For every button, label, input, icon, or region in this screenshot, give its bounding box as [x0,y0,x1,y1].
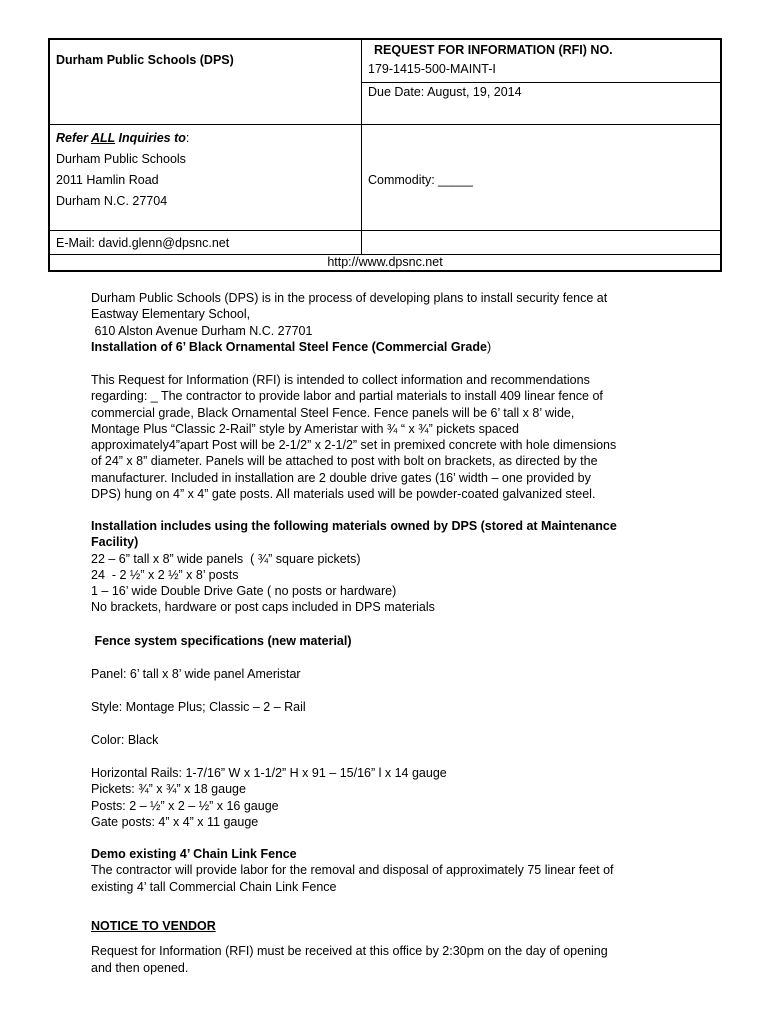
spec-line: Pickets: ¾” x ¾” x 18 gauge [91,782,246,797]
owned-materials-section [91,518,691,616]
notice-section [91,918,691,976]
spec-style [91,699,691,715]
row-divider [50,230,720,231]
demo-section [91,846,691,895]
column-divider [361,40,362,255]
owned-materials-heading: Facility) [91,535,139,550]
refer-all: ALL [90,131,116,145]
demo-heading: Demo existing 4’ Chain Link Fence [91,847,297,861]
spec-style-text: Style: Montage Plus; Classic – 2 – Rail [91,700,306,714]
demo-line: The contractor will provide labor for the removal and disposal of approximately 75 linear feet of [91,863,614,878]
header-table [48,38,722,272]
project-title-bold: Installation of 6’ Black Ornamental Steel Fence (Commercial Grade [91,339,487,354]
rfi-number: 179-1415-500-MAINT-I [368,62,496,76]
list-item: 24 - 2 ½” x 2 ½” x 8’ posts [91,567,239,582]
specs-heading-text: Fence system specifications (new material) [91,634,352,648]
spec-color [91,732,691,748]
address-line3: Durham N.C. 27704 [56,194,168,208]
list-item: 1 – 16’ wide Double Drive Gate ( no posts or hardware) [91,584,397,599]
notice-line: Request for Information (RFI) must be received at this office by 2:30pm on the day of opening [91,944,608,959]
demo-line: existing 4’ tall Commercial Chain Link Fence [91,879,337,894]
project-title-end: ) [486,339,492,354]
paragraph-line: approximately4”apart Post will be 2-1/2” x 2-1/2” set in premixed concrete with hole dimensions [91,438,617,453]
address-line1: Durham Public Schools [56,152,186,166]
paragraph-line: DPS) hung on 4” x 4” gate posts. All materials used will be powder-coated galvanized steel. [91,487,596,502]
paragraph-line: This Request for Information (RFI) is intended to collect information and recommendations [91,373,590,387]
refer-suffix: Inquiries to [115,131,186,145]
notice-line: and then opened. [91,960,189,975]
notice-heading: NOTICE TO VENDOR [91,919,216,933]
commodity: Commodity: _____ [368,173,473,187]
spec-panel [91,666,691,682]
paragraph-line: Montage Plus “Classic 2-Rail” style by Ameristar with ¾ “ x ¾” pickets spaced [91,421,519,436]
refer-prefix: Refer [56,131,91,145]
spec-color-text: Color: Black [91,733,159,747]
paragraph-line: commercial grade, Black Ornamental Steel Fence. Fence panels will be 6’ tall x 8’ wide, [91,405,575,420]
org-name: Durham Public Schools (DPS) [56,53,234,67]
specs-heading [91,633,691,649]
paragraph-line: of 24” x 8” diameter. Panels will be attached to post with bolt on brackets, as directed by the [91,454,598,469]
email: E-Mail: david.glenn@dpsnc.net [56,236,230,250]
spec-line: Posts: 2 – ½” x 2 – ½” x 16 gauge [91,798,279,813]
address-line2: 2011 Hamlin Road [56,173,159,187]
owned-materials-heading: Installation includes using the following materials owned by DPS (stored at Maintenance [91,519,617,533]
intro-section [91,290,691,355]
project-title [91,339,691,355]
list-item: No brackets, hardware or post caps included in DPS materials [91,600,435,615]
paragraph-line: regarding: _ The contractor to provide labor and partial materials to install 409 linear fence of [91,389,603,404]
intro-line: Eastway Elementary School, [91,307,251,322]
rfi-title: REQUEST FOR INFORMATION (RFI) NO. [374,43,613,57]
rfi-paragraph [91,372,691,502]
refer-inquiries [56,128,189,149]
spec-line: Horizontal Rails: 1-7/16” W x 1-1/2” H x 91 – 15/16” l x 14 gauge [91,766,447,780]
intro-line: Durham Public Schools (DPS) is in the process of developing plans to install security fence at [91,291,608,305]
website: http://www.dpsnc.net [327,255,443,269]
intro-line: 610 Alston Avenue Durham N.C. 27701 [91,323,313,338]
spec-hardware [91,765,691,830]
refer-colon: : [185,131,190,145]
spec-line: Gate posts: 4” x 4” x 11 gauge [91,814,259,829]
list-item: 22 – 6” tall x 8” wide panels ( ¾” square pickets) [91,551,361,566]
row-divider [50,124,720,125]
paragraph-line: manufacturer. Included in installation are 2 double drive gates (16’ width – one provided by [91,470,591,485]
due-date: Due Date: August, 19, 2014 [368,85,522,99]
spec-panel-text: Panel: 6’ tall x 8’ wide panel Ameristar [91,667,301,681]
